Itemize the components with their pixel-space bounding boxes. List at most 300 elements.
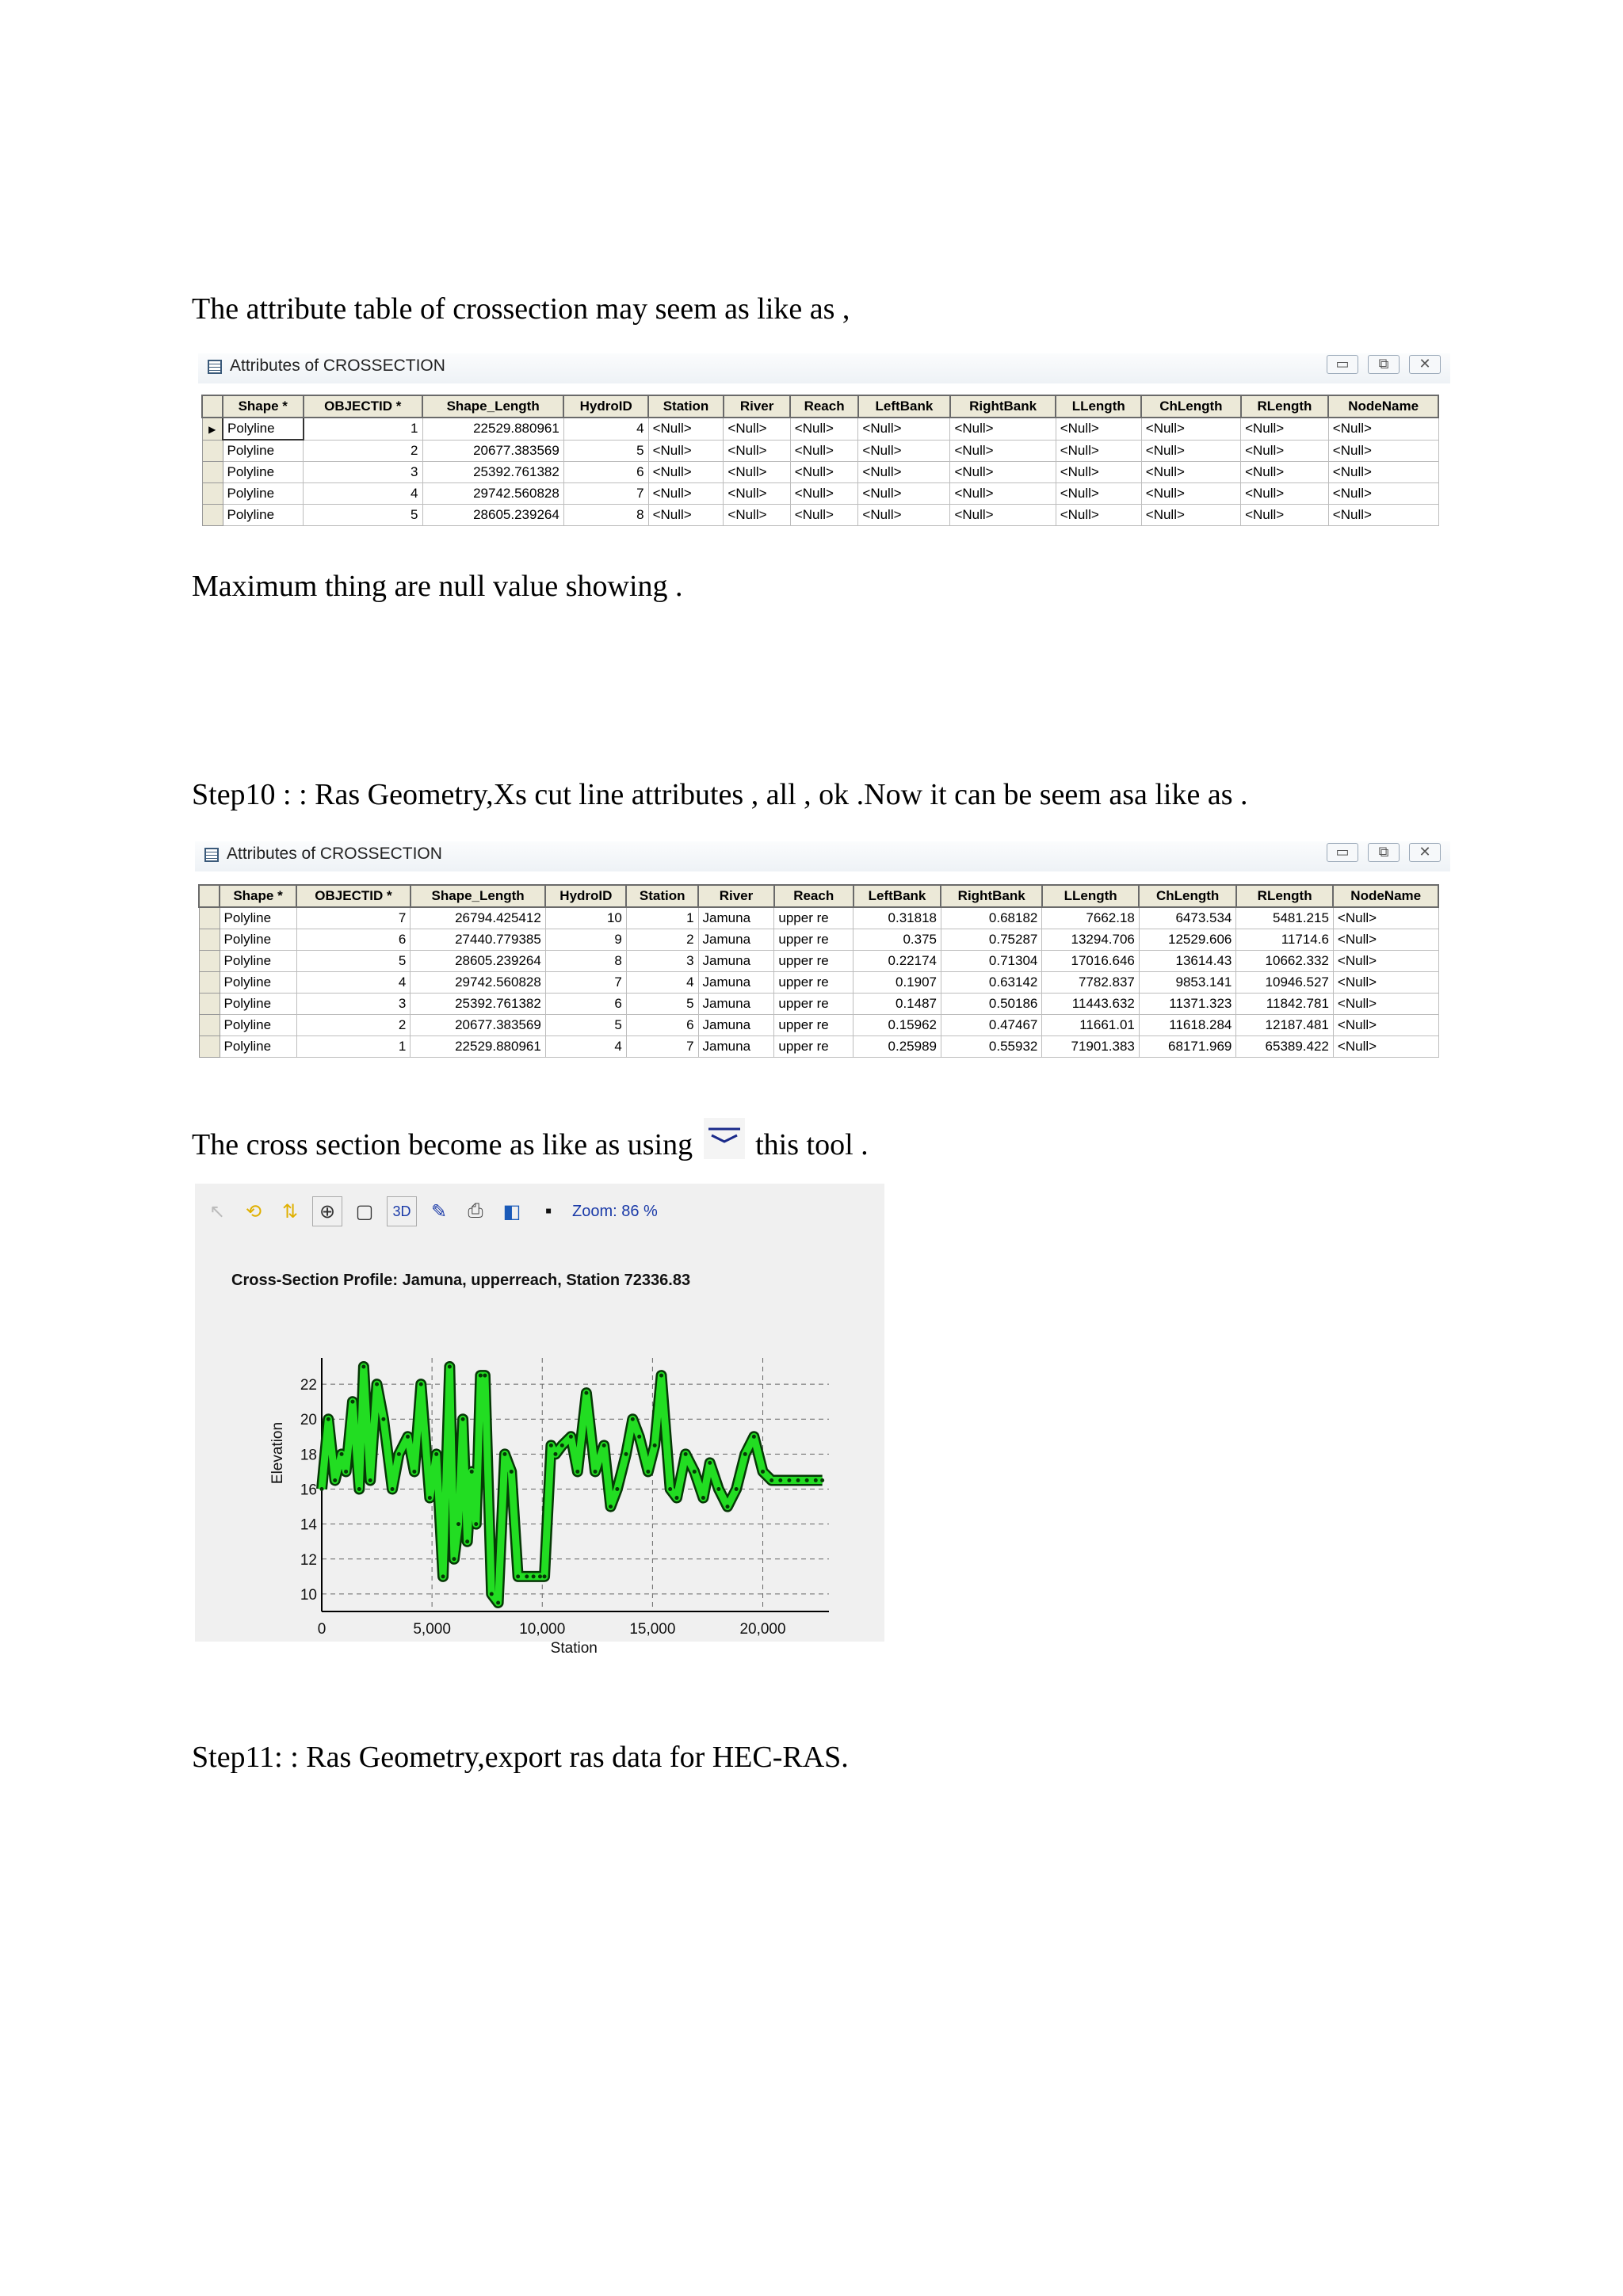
y-tick-label: 10 [300,1586,317,1604]
profile-point [419,1383,423,1386]
table-cell[interactable]: 0.31818 [854,907,941,929]
table-cell[interactable]: <Null> [1328,440,1438,462]
y-tick-label: 22 [300,1377,317,1394]
column-header[interactable]: RLength [1241,395,1329,418]
table-cell[interactable]: 10946.527 [1236,972,1334,994]
table-cell[interactable]: 11714.6 [1236,929,1334,951]
para4-text-a: The cross section become as like as using [192,1128,693,1161]
row-selector[interactable] [199,951,220,972]
table-cell[interactable]: <Null> [724,418,790,440]
table-cell[interactable]: 26794.425412 [411,907,545,929]
table-cell[interactable]: Polyline [223,440,304,462]
minimize-button[interactable]: ▭ [1327,843,1358,862]
table-cell[interactable]: 0.63142 [941,972,1041,994]
table-cell[interactable]: <Null> [1333,951,1438,972]
column-header[interactable]: Reach [790,395,858,418]
table-cell[interactable]: <Null> [724,440,790,462]
full-extent-icon[interactable]: ▢ [355,1200,374,1222]
table-cell[interactable]: 5 [545,1015,626,1036]
table-cell[interactable]: 0.47467 [941,1015,1041,1036]
table-cell[interactable]: Polyline [223,462,304,483]
table-cell[interactable]: 25392.761382 [411,994,545,1015]
table-cell[interactable]: Jamuna [698,994,774,1015]
close-button[interactable]: ✕ [1409,843,1441,862]
table-row[interactable] [199,972,1438,994]
column-header[interactable]: Shape * [223,395,304,418]
row-selector[interactable] [199,1015,220,1036]
table-cell[interactable]: 0.50186 [941,994,1041,1015]
profile-point [549,1444,553,1447]
chart-title: Cross-Section Profile: Jamuna, upperreach, Station 72336.83 [231,1272,691,1289]
column-header[interactable]: Shape * [220,885,296,907]
profile-point [602,1444,606,1447]
profile-point [637,1435,641,1439]
table-cell[interactable]: upper re [774,972,854,994]
table-cell[interactable]: 11842.781 [1236,994,1334,1015]
column-header[interactable]: NodeName [1333,885,1438,907]
table-cell[interactable]: 5 [626,994,698,1015]
table-cell[interactable]: <Null> [648,483,724,505]
table-cell[interactable]: <Null> [950,462,1056,483]
cross-section-profile-window [195,1184,884,1657]
table-icon [204,848,219,862]
null-values-note: Maximum thing are null value showing . [192,570,683,603]
table-cell[interactable]: <Null> [1141,483,1240,505]
table-cell[interactable]: 27440.779385 [411,929,545,951]
profile-point [483,1374,487,1378]
table-cell[interactable]: <Null> [1328,483,1438,505]
table-cell[interactable]: 65389.422 [1236,1036,1334,1058]
table-cell[interactable]: 7 [296,907,411,929]
table-cell[interactable]: <Null> [858,483,950,505]
table-cell[interactable]: <Null> [1241,462,1329,483]
table-cell[interactable]: 22529.880961 [411,1036,545,1058]
table-cell[interactable]: Polyline [223,418,304,440]
x-tick-label: 0 [317,1621,327,1638]
table-cell[interactable]: 7782.837 [1042,972,1140,994]
table-cell[interactable]: <Null> [1056,462,1141,483]
table-cell[interactable]: 20677.383569 [411,1015,545,1036]
table-cell[interactable]: <Null> [950,418,1056,440]
row-selector[interactable] [202,440,223,462]
table-cell[interactable]: 11661.01 [1042,1015,1140,1036]
table-cell[interactable]: 10662.332 [1236,951,1334,972]
profile-point [344,1470,348,1474]
table-cell[interactable]: 71901.383 [1042,1036,1140,1058]
table-cell[interactable]: <Null> [858,505,950,526]
table-cell[interactable]: 9853.141 [1139,972,1236,994]
table-cell[interactable]: 20677.383569 [422,440,563,462]
profile-point [441,1574,445,1578]
table-cell[interactable]: <Null> [790,418,858,440]
column-header[interactable]: HydroID [545,885,626,907]
table-cell[interactable]: upper re [774,929,854,951]
column-header[interactable]: ChLength [1139,885,1236,907]
profile-point [575,1470,579,1474]
table-cell[interactable]: <Null> [1328,462,1438,483]
table-cell[interactable]: 3 [626,951,698,972]
table-cell[interactable]: 13294.706 [1042,929,1140,951]
table-cell[interactable]: 28605.239264 [422,505,563,526]
row-selector[interactable] [202,505,223,526]
y-tick-label: 16 [300,1482,317,1499]
row-selector[interactable] [199,907,220,929]
maximize-button[interactable]: ⧉ [1368,843,1400,862]
table-cell[interactable]: <Null> [858,462,950,483]
profile-point [787,1478,791,1482]
column-header[interactable]: Shape_Length [411,885,545,907]
table-row[interactable] [199,994,1438,1015]
table-cell[interactable]: 2 [296,1015,411,1036]
profile-point [538,1574,542,1578]
table-cell[interactable]: <Null> [1141,440,1240,462]
table-cell[interactable]: <Null> [724,483,790,505]
table-cell[interactable]: 28605.239264 [411,951,545,972]
profile-point [752,1435,756,1439]
table-row[interactable] [199,1015,1438,1036]
attribute-table-2[interactable] [198,884,1439,1058]
table-cell[interactable]: 0.25989 [854,1036,941,1058]
table-cell[interactable]: Jamuna [698,1015,774,1036]
table-cell[interactable]: upper re [774,1036,854,1058]
close-button[interactable]: ✕ [1409,355,1441,374]
table-cell[interactable]: <Null> [1333,1036,1438,1058]
table-cell[interactable]: Polyline [220,951,296,972]
row-selector-header [199,885,220,907]
attribute-table-window-2 [195,841,1450,1063]
export-icon[interactable]: ◧ [502,1200,521,1222]
table-cell[interactable]: 11443.632 [1042,994,1140,1015]
table-cell[interactable]: upper re [774,994,854,1015]
column-header[interactable]: Shape_Length [422,395,563,418]
attribute-table-1[interactable] [201,395,1439,526]
table-cell[interactable]: 7 [626,1036,698,1058]
column-header[interactable]: LLength [1042,885,1140,907]
table-cell[interactable]: 5 [563,440,648,462]
table-cell[interactable]: 9 [545,929,626,951]
column-header[interactable]: LeftBank [854,885,941,907]
profile-point [615,1487,619,1491]
profile-point [406,1435,410,1439]
column-header[interactable]: LLength [1056,395,1141,418]
table-cell[interactable]: Polyline [220,929,296,951]
table-cell[interactable]: <Null> [648,505,724,526]
window-title: Attributes of CROSSECTION [230,357,445,375]
step10-paragraph: Step10 : : Ras Geometry,Xs cut line attributes , all , ok .Now it can be seem asa like as . [192,778,1248,811]
table-cell[interactable]: 3 [304,462,423,483]
3d-button[interactable]: 3D [387,1196,417,1226]
table-cell[interactable]: Polyline [220,1036,296,1058]
profile-point [594,1470,598,1474]
profile-point [569,1435,573,1439]
table-cell[interactable]: 1 [626,907,698,929]
table-cell[interactable]: <Null> [724,462,790,483]
table-cell[interactable]: 12187.481 [1236,1015,1334,1036]
pointer-tool-icon[interactable]: ↖ [208,1200,226,1222]
row-selector[interactable] [199,929,220,951]
column-header[interactable]: RightBank [950,395,1056,418]
table-cell[interactable]: Polyline [220,907,296,929]
profile-point [796,1478,800,1482]
table-cell[interactable]: 29742.560828 [422,483,563,505]
table-cell[interactable]: 0.22174 [854,951,941,972]
table-cell[interactable]: <Null> [1056,505,1141,526]
profile-point [653,1444,657,1447]
profile-point [631,1417,635,1421]
table-cell[interactable]: 29742.560828 [411,972,545,994]
table-cell[interactable]: 6 [296,929,411,951]
profile-point [624,1452,628,1456]
column-header[interactable]: River [698,885,774,907]
table-cell[interactable]: Polyline [223,505,304,526]
y-axis-label: Elevation [269,1421,286,1485]
table-cell[interactable]: <Null> [1333,907,1438,929]
column-header[interactable]: OBJECTID * [304,395,423,418]
table-cell[interactable]: <Null> [1141,462,1240,483]
column-header[interactable]: Station [648,395,724,418]
table-row[interactable] [202,440,1438,462]
save-icon[interactable]: ▪ [544,1200,552,1222]
table-cell[interactable]: Jamuna [698,951,774,972]
table-cell[interactable]: 11371.323 [1139,994,1236,1015]
row-selector[interactable] [202,483,223,505]
profile-point [743,1452,747,1456]
table-cell[interactable]: 0.375 [854,929,941,951]
table-cell[interactable]: 1 [304,418,423,440]
edit-tool-icon[interactable]: ✎ [430,1200,448,1222]
table-cell[interactable]: <Null> [1141,418,1240,440]
profile-point [769,1478,773,1482]
profile-point [543,1574,547,1578]
profile-toolbar [195,1184,884,1239]
table-row[interactable] [202,418,1438,440]
table-cell[interactable]: Polyline [223,483,304,505]
profile-point [609,1505,613,1508]
table-cell[interactable]: <Null> [1333,972,1438,994]
table-cell[interactable]: 7 [545,972,626,994]
y-tick-label: 18 [300,1447,317,1464]
table-cell[interactable]: 7662.18 [1042,907,1140,929]
table-row[interactable] [199,907,1438,929]
column-header[interactable]: ChLength [1141,395,1240,418]
table-cell[interactable]: 22529.880961 [422,418,563,440]
profile-point [525,1574,529,1578]
table-cell[interactable]: Jamuna [698,929,774,951]
table-cell[interactable]: 4 [296,972,411,994]
table-cell[interactable]: 0.55932 [941,1036,1041,1058]
table-cell[interactable]: <Null> [950,483,1056,505]
window-title: Attributes of CROSSECTION [227,845,442,863]
table-cell[interactable]: 5 [296,951,411,972]
table-cell[interactable]: Jamuna [698,1036,774,1058]
table-cell[interactable]: <Null> [1241,418,1329,440]
profile-point [412,1470,416,1474]
rotate-tool-icon[interactable]: ⟲ [245,1200,262,1222]
table-cell[interactable]: 2 [304,440,423,462]
table-cell[interactable]: 0.75287 [941,929,1041,951]
zoom-in-icon[interactable]: ⊕ [312,1196,342,1226]
row-selector[interactable] [202,462,223,483]
table-cell[interactable]: 0.15962 [854,1015,941,1036]
table-cell[interactable]: <Null> [950,440,1056,462]
intro-paragraph: The attribute table of crossection may seem as like as , [192,292,850,326]
print-icon[interactable]: ⎙ [468,1200,483,1222]
profile-point [361,1365,365,1369]
table-cell[interactable]: <Null> [1333,1015,1438,1036]
table-cell[interactable]: <Null> [1056,483,1141,505]
table-cell[interactable]: 0.68182 [941,907,1041,929]
profile-point [381,1417,385,1421]
column-header[interactable]: RLength [1236,885,1334,907]
table-cell[interactable]: 8 [563,505,648,526]
row-selector[interactable] [199,994,220,1015]
table-cell[interactable]: <Null> [858,418,950,440]
table-cell[interactable]: <Null> [1333,929,1438,951]
table-cell[interactable]: 4 [545,1036,626,1058]
table-cell[interactable]: <Null> [1328,505,1438,526]
column-header[interactable]: River [724,395,790,418]
table-cell[interactable]: <Null> [648,418,724,440]
table-row[interactable] [202,462,1438,483]
profile-point [659,1374,663,1378]
table-cell[interactable]: Jamuna [698,907,774,929]
profile-point [684,1452,688,1456]
table-row[interactable] [202,483,1438,505]
table-cell[interactable]: 10 [545,907,626,929]
attribute-table-window-1 [198,353,1450,536]
table-cell[interactable]: <Null> [858,440,950,462]
profile-point [675,1496,679,1500]
pan-tool-icon[interactable]: ⇅ [281,1200,299,1222]
window-titlebar [198,353,1450,383]
table-cell[interactable]: 12529.606 [1139,929,1236,951]
table-cell[interactable]: 0.1487 [854,994,941,1015]
profile-point [428,1496,432,1500]
row-selector[interactable] [199,1036,220,1058]
profile-point [496,1600,500,1604]
x-tick-label: 20,000 [739,1621,786,1638]
profile-point [456,1522,460,1526]
table-cell[interactable]: <Null> [1241,483,1329,505]
profile-point [510,1470,514,1474]
profile-point [320,1487,324,1491]
table-cell[interactable]: upper re [774,907,854,929]
table-cell[interactable]: 0.1907 [854,972,941,994]
step11-paragraph: Step11: : Ras Geometry,export ras data for HEC-RAS. [192,1741,849,1774]
table-cell[interactable]: <Null> [724,505,790,526]
table-cell[interactable]: 7 [563,483,648,505]
table-cell[interactable]: Polyline [220,1015,296,1036]
profile-point [391,1487,395,1491]
table-cell[interactable]: <Null> [648,440,724,462]
column-header[interactable]: RightBank [941,885,1041,907]
table-cell[interactable]: <Null> [1141,505,1240,526]
table-cell[interactable]: 6 [563,462,648,483]
table-row[interactable] [202,505,1438,526]
table-cell[interactable]: Polyline [220,994,296,1015]
x-tick-label: 15,000 [629,1621,676,1638]
column-header[interactable]: HydroID [563,395,648,418]
table-cell[interactable]: <Null> [790,505,858,526]
column-header[interactable]: Reach [774,885,854,907]
profile-point [814,1478,818,1482]
table-cell[interactable]: 4 [626,972,698,994]
profile-point [397,1452,401,1456]
row-selector[interactable] [199,972,220,994]
table-cell[interactable]: <Null> [1328,418,1438,440]
column-header[interactable]: OBJECTID * [296,885,411,907]
table-row[interactable] [199,929,1438,951]
table-cell[interactable]: 4 [563,418,648,440]
profile-point [461,1417,465,1421]
cross-section-chart [195,1239,884,1657]
table-cell[interactable]: 2 [626,929,698,951]
profile-point [490,1592,494,1596]
table-cell[interactable]: 13614.43 [1139,951,1236,972]
table-cell[interactable]: <Null> [1056,418,1141,440]
table-cell[interactable]: <Null> [790,483,858,505]
table-cell[interactable]: <Null> [1056,440,1141,462]
table-cell[interactable]: 3 [296,994,411,1015]
table-cell[interactable]: 25392.761382 [422,462,563,483]
table-cell[interactable]: <Null> [790,440,858,462]
profile-point [375,1383,379,1386]
profile-point [369,1478,372,1482]
table-icon [208,360,222,374]
table-cell[interactable]: 68171.969 [1139,1036,1236,1058]
row-selector[interactable]: ▶ [202,418,223,440]
table-cell[interactable]: 4 [304,483,423,505]
profile-point [357,1487,361,1491]
table-cell[interactable]: <Null> [950,505,1056,526]
column-header[interactable]: LeftBank [858,395,950,418]
table-cell[interactable]: <Null> [790,462,858,483]
profile-point [470,1470,474,1474]
y-tick-label: 12 [300,1551,317,1569]
table-cell[interactable]: upper re [774,1015,854,1036]
zoom-level: Zoom: 86 % [572,1202,658,1220]
table-row[interactable] [199,951,1438,972]
x-axis-label: Station [550,1640,598,1657]
minimize-button[interactable]: ▭ [1327,355,1358,374]
column-header[interactable]: NodeName [1328,395,1438,418]
table-cell[interactable]: 6473.534 [1139,907,1236,929]
profile-point [333,1478,337,1482]
table-cell[interactable]: 1 [296,1036,411,1058]
table-cell[interactable]: <Null> [1333,994,1438,1015]
maximize-button[interactable]: ⧉ [1368,355,1400,374]
table-cell[interactable]: <Null> [648,462,724,483]
table-cell[interactable]: 0.71304 [941,951,1041,972]
table-cell[interactable]: upper re [774,951,854,972]
profile-point [553,1452,557,1456]
table-cell[interactable]: <Null> [1241,505,1329,526]
table-cell[interactable]: 11618.284 [1139,1015,1236,1036]
table-cell[interactable]: 8 [545,951,626,972]
table-cell[interactable]: Jamuna [698,972,774,994]
table-cell[interactable]: 6 [545,994,626,1015]
table-cell[interactable]: 5 [304,505,423,526]
profile-point [350,1400,354,1404]
table-cell[interactable]: 5481.215 [1236,907,1334,929]
table-row[interactable] [199,1036,1438,1058]
table-cell[interactable]: <Null> [1241,440,1329,462]
table-cell[interactable]: Polyline [220,972,296,994]
table-cell[interactable]: 17016.646 [1042,951,1140,972]
table-cell[interactable]: 6 [626,1015,698,1036]
column-header[interactable]: Station [626,885,698,907]
profile-point [434,1452,438,1456]
